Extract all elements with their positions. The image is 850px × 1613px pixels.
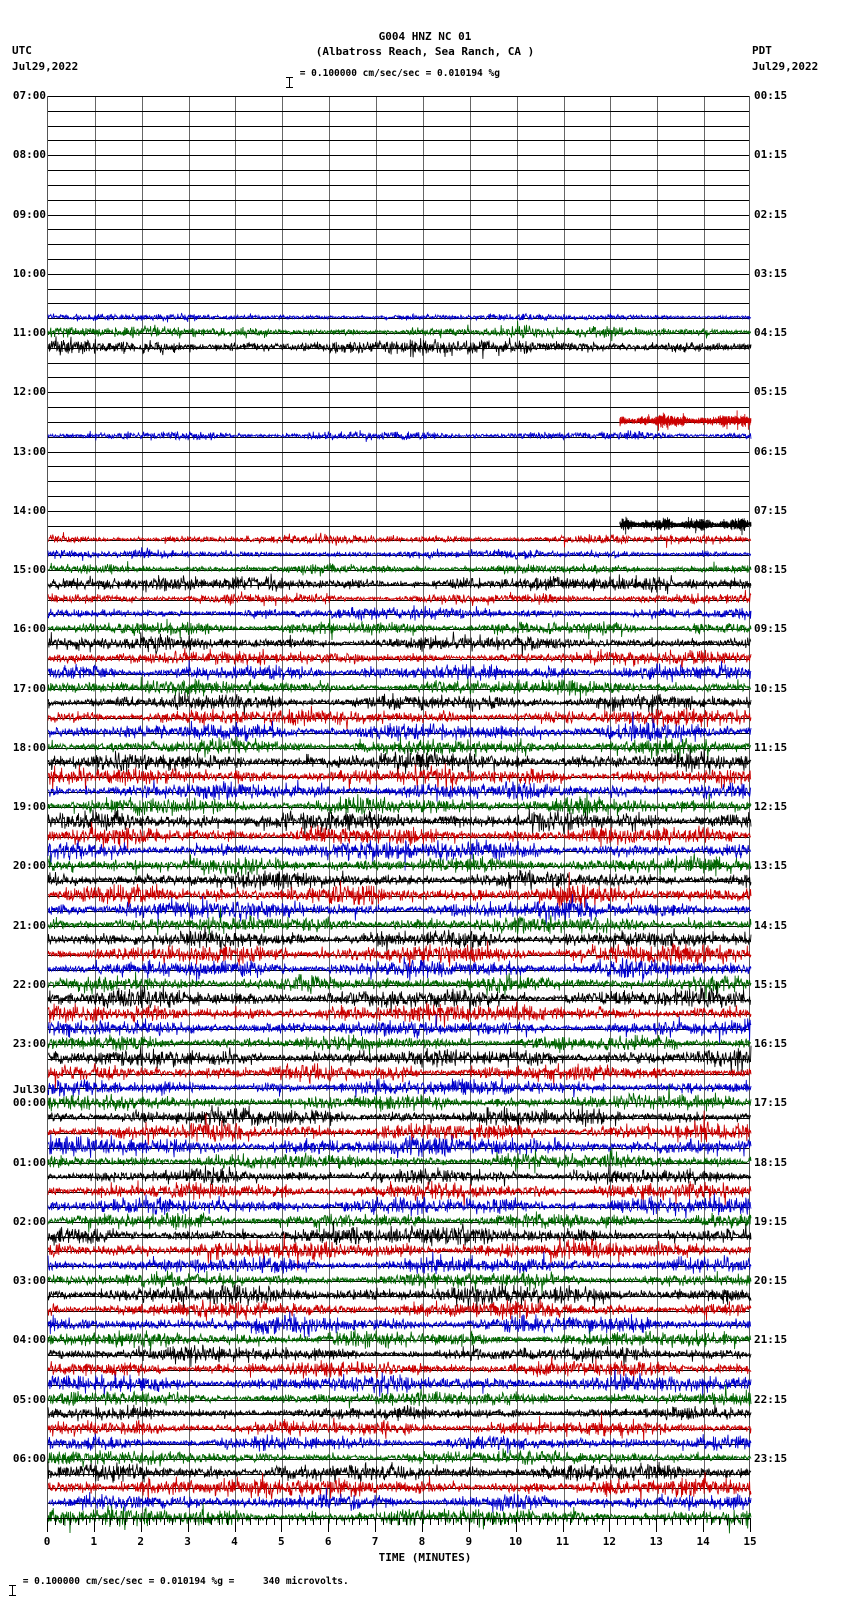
seismogram-trace: [48, 619, 751, 640]
x-tick-minor: [110, 1518, 111, 1525]
x-tick-minor: [156, 1518, 157, 1525]
x-tick-major: [375, 1518, 376, 1532]
x-tick-minor: [414, 1518, 415, 1525]
x-tick-minor: [297, 1518, 298, 1525]
left-hour-label: 16:00: [12, 622, 46, 636]
x-tick-minor: [336, 1518, 337, 1525]
x-tick-minor: [586, 1518, 587, 1525]
left-hour-label: 05:00: [12, 1392, 46, 1406]
seismogram-trace: [48, 1488, 751, 1513]
right-hour-label: 11:15: [754, 740, 788, 754]
right-hour-label: 18:15: [754, 1155, 788, 1169]
x-tick-minor: [649, 1518, 650, 1525]
left-hour-label: 09:00: [12, 207, 46, 221]
x-tick-minor: [352, 1518, 353, 1525]
x-tick-minor: [195, 1518, 196, 1525]
left-hour-label: 13:00: [12, 444, 46, 458]
seismogram-trace: [48, 870, 751, 891]
x-tick-minor: [117, 1518, 118, 1525]
left-hour-label: 10:00: [12, 266, 46, 280]
left-hour-label: 06:00: [12, 1451, 46, 1465]
left-hour-label: 08:00: [12, 148, 46, 162]
scale-legend: [285, 68, 500, 79]
seismogram-trace: [48, 1002, 751, 1028]
x-tick-minor: [555, 1518, 556, 1525]
right-hour-label: 07:15: [754, 503, 788, 517]
seismogram-trace: [48, 532, 751, 548]
x-tick-minor: [727, 1518, 728, 1525]
seismogram-trace: [48, 1252, 751, 1275]
x-tick-major: [750, 1518, 751, 1532]
right-hour-label: 17:15: [754, 1096, 788, 1110]
seismogram-trace: [48, 430, 751, 442]
x-tick-major: [235, 1518, 236, 1532]
left-hour-label: 17:00: [12, 681, 46, 695]
x-tick-major: [469, 1518, 470, 1532]
x-tick-minor: [203, 1518, 204, 1525]
right-hour-label: 16:15: [754, 1037, 788, 1050]
x-axis-ticks: [47, 1518, 750, 1534]
seismogram-trace: [48, 1329, 751, 1350]
seismogram-trace: [48, 793, 751, 818]
x-tick-minor: [133, 1518, 134, 1525]
left-hour-label: 21:00: [12, 918, 46, 932]
x-tick-label: 5: [278, 1535, 285, 1548]
x-tick-minor: [625, 1518, 626, 1525]
x-tick-label: 7: [371, 1535, 379, 1548]
x-tick-label: 6: [324, 1535, 332, 1548]
x-tick-major: [141, 1518, 142, 1532]
x-tick-minor: [258, 1518, 259, 1525]
x-tick-minor: [602, 1518, 603, 1525]
right-timezone-label: PDT: [752, 44, 772, 57]
x-tick-minor: [305, 1518, 306, 1525]
right-hour-label: 04:15: [754, 326, 788, 339]
x-tick-label: 2: [137, 1535, 145, 1548]
right-hour-label: 06:15: [754, 444, 788, 458]
x-tick-minor: [211, 1518, 212, 1525]
x-tick-major: [563, 1518, 564, 1532]
x-tick-label: 12: [602, 1535, 617, 1548]
x-tick-minor: [578, 1518, 579, 1525]
x-tick-minor: [539, 1518, 540, 1525]
x-tick-minor: [63, 1518, 64, 1525]
left-hour-label: 18:00: [12, 740, 46, 754]
right-hour-label: 14:15: [754, 918, 788, 932]
x-tick-minor: [711, 1518, 712, 1525]
x-tick-label: 14: [696, 1535, 710, 1548]
x-tick-label: 1: [90, 1535, 98, 1548]
seismogram-trace: [48, 1472, 751, 1502]
helicorder-plot: [47, 96, 750, 1518]
x-tick-label: 9: [465, 1535, 473, 1548]
x-tick-major: [94, 1518, 95, 1532]
x-tick-minor: [250, 1518, 251, 1525]
x-tick-label: 10: [509, 1535, 523, 1548]
x-tick-minor: [680, 1518, 681, 1525]
x-tick-major: [422, 1518, 423, 1532]
left-hour-label: 15:00: [12, 563, 46, 576]
x-tick-label: 8: [418, 1535, 426, 1548]
x-tick-minor: [227, 1518, 228, 1525]
left-hour-label: 12:00: [12, 385, 46, 399]
x-tick-label: 11: [555, 1535, 570, 1548]
x-tick-minor: [438, 1518, 439, 1525]
seismogram-trace: [48, 1413, 751, 1441]
x-tick-minor: [453, 1518, 454, 1525]
station-location: (Albatross Reach, Sea Ranch, CA ): [315, 45, 535, 58]
right-hour-label: 05:15: [754, 385, 788, 399]
x-tick-minor: [55, 1518, 56, 1525]
left-hour-label: 23:00: [12, 1037, 46, 1050]
left-hour-label: 07:00: [12, 89, 46, 102]
x-tick-minor: [633, 1518, 634, 1525]
page-title: G004 HNZ NC 01: [378, 30, 472, 43]
footer-scale-note: [8, 1576, 349, 1587]
seismogram-trace: [48, 321, 751, 341]
seismogram-trace: [48, 660, 751, 682]
seismogram-trace: [48, 1299, 751, 1321]
seismogram-trace: [48, 590, 751, 606]
x-tick-minor: [524, 1518, 525, 1525]
x-tick-major: [656, 1518, 657, 1532]
right-hour-label: 20:15: [754, 1274, 788, 1287]
x-tick-minor: [594, 1518, 595, 1525]
right-hour-label: 09:15: [754, 622, 788, 636]
x-tick-label: 0: [43, 1535, 51, 1548]
right-hour-label: 13:15: [754, 859, 788, 873]
x-tick-minor: [695, 1518, 696, 1525]
x-tick-minor: [641, 1518, 642, 1525]
left-hour-label: 14:00: [12, 503, 46, 517]
right-hour-label: 23:15: [754, 1451, 788, 1465]
x-tick-major: [188, 1518, 189, 1532]
x-tick-minor: [508, 1518, 509, 1525]
x-tick-minor: [461, 1518, 462, 1525]
seismogram-trace: [48, 1462, 751, 1483]
x-tick-minor: [391, 1518, 392, 1525]
right-hour-label: 22:15: [754, 1392, 788, 1406]
x-tick-minor: [492, 1518, 493, 1525]
seismogram-trace: [48, 1077, 751, 1097]
left-hour-label: 19:00: [12, 800, 46, 813]
x-tick-minor: [664, 1518, 665, 1525]
x-tick-minor: [477, 1518, 478, 1525]
x-tick-label: 13: [649, 1535, 663, 1548]
x-tick-minor: [742, 1518, 743, 1525]
x-tick-major: [281, 1518, 282, 1532]
seismogram-trace: [48, 605, 751, 620]
seismogram-trace: [48, 648, 751, 668]
seismogram-trace: [48, 561, 751, 576]
x-tick-minor: [688, 1518, 689, 1525]
right-date-label: Jul29,2022: [752, 60, 819, 73]
x-tick-minor: [78, 1518, 79, 1525]
x-tick-minor: [274, 1518, 275, 1525]
seismogram-trace: [48, 780, 751, 802]
x-tick-minor: [547, 1518, 548, 1525]
x-tick-minor: [320, 1518, 321, 1525]
x-tick-minor: [406, 1518, 407, 1525]
seismogram-trace: [48, 926, 751, 954]
right-hour-label: 10:15: [754, 681, 788, 695]
footer-text: = 0.100000 cm/sec/sec = 0.010194 %g = 340 microvolts.: [22, 1576, 349, 1587]
seismogram-trace: [48, 706, 751, 730]
right-hour-label: 15:15: [754, 977, 788, 991]
seismogram-trace: [48, 677, 751, 700]
left-hour-label: 00:00: [12, 1096, 46, 1110]
x-tick-minor: [445, 1518, 446, 1525]
seismogram-trace: [48, 632, 751, 659]
x-tick-minor: [266, 1518, 267, 1525]
seismogram-trace: [48, 313, 751, 322]
x-tick-minor: [242, 1518, 243, 1525]
right-hour-label: 03:15: [754, 266, 788, 280]
x-tick-minor: [149, 1518, 150, 1525]
x-tick-minor: [570, 1518, 571, 1525]
x-tick-minor: [86, 1518, 87, 1525]
x-tick-major: [703, 1518, 704, 1532]
seismogram-trace: [48, 1434, 751, 1453]
right-hour-label: 01:15: [754, 148, 788, 162]
seismogram-trace: [48, 853, 751, 876]
x-tick-minor: [219, 1518, 220, 1525]
x-tick-minor: [344, 1518, 345, 1525]
scale-legend-text: = 0.100000 cm/sec/sec = 0.010194 %g: [299, 68, 500, 79]
x-tick-major: [609, 1518, 610, 1532]
x-tick-minor: [500, 1518, 501, 1525]
seismogram-traces: [48, 96, 749, 1518]
x-tick-minor: [484, 1518, 485, 1525]
seismogram-trace: [48, 1148, 751, 1174]
x-tick-minor: [430, 1518, 431, 1525]
x-tick-minor: [172, 1518, 173, 1525]
x-tick-minor: [359, 1518, 360, 1525]
x-tick-minor: [383, 1518, 384, 1525]
x-tick-minor: [367, 1518, 368, 1525]
seismogram-trace: [48, 1345, 751, 1367]
x-tick-minor: [313, 1518, 314, 1525]
left-hour-label: 01:00: [12, 1155, 46, 1169]
seismogram-trace: [48, 547, 751, 561]
x-tick-minor: [102, 1518, 103, 1525]
right-hour-label: 00:15: [754, 89, 788, 102]
left-date-label: Jul29,2022: [12, 60, 79, 73]
left-timezone-label: UTC: [12, 44, 32, 57]
x-tick-minor: [164, 1518, 165, 1525]
x-tick-major: [47, 1518, 48, 1532]
x-tick-major: [516, 1518, 517, 1532]
right-hour-label: 02:15: [754, 207, 788, 221]
left-hour-label: 22:00: [12, 977, 46, 991]
x-tick-minor: [531, 1518, 532, 1525]
seismogram-trace: [48, 336, 751, 358]
seismogram-trace: [48, 1405, 751, 1421]
right-hour-label: 08:15: [754, 563, 788, 576]
left-hour-label: 03:00: [12, 1274, 46, 1287]
x-tick-minor: [399, 1518, 400, 1525]
right-hour-label: 12:15: [754, 800, 788, 813]
x-tick-minor: [734, 1518, 735, 1525]
seismogram-trace: [48, 1046, 751, 1074]
x-tick-label: 15: [743, 1535, 757, 1548]
seismogram-trace: [620, 517, 751, 535]
x-tick-minor: [617, 1518, 618, 1525]
x-axis-title: TIME (MINUTES): [378, 1551, 472, 1564]
seismogram-trace: [48, 574, 751, 595]
x-tick-minor: [70, 1518, 71, 1525]
seismogram-trace: [48, 894, 751, 926]
seismogram-trace: [620, 410, 751, 430]
left-hour-label: 04:00: [12, 1333, 46, 1347]
right-hour-label: 19:15: [754, 1214, 788, 1228]
x-tick-label: 3: [184, 1535, 191, 1548]
x-tick-label: 4: [231, 1535, 238, 1548]
left-hour-label: 11:00: [12, 326, 46, 339]
x-tick-minor: [180, 1518, 181, 1525]
x-tick-minor: [672, 1518, 673, 1525]
seismogram-trace: [48, 1211, 751, 1232]
x-tick-minor: [289, 1518, 290, 1525]
left-date-divider-label: Jul30: [12, 1083, 46, 1097]
seismogram-trace: [48, 749, 751, 775]
x-axis-tick-labels: [0, 1535, 850, 1551]
x-tick-minor: [125, 1518, 126, 1525]
seismogram-trace: [48, 1448, 751, 1467]
right-hour-label: 21:15: [754, 1333, 788, 1347]
x-tick-major: [328, 1518, 329, 1532]
left-hour-label: 02:00: [12, 1214, 46, 1228]
x-tick-minor: [719, 1518, 720, 1525]
left-hour-label: 20:00: [12, 859, 46, 873]
seismogram-trace: [48, 1164, 751, 1186]
